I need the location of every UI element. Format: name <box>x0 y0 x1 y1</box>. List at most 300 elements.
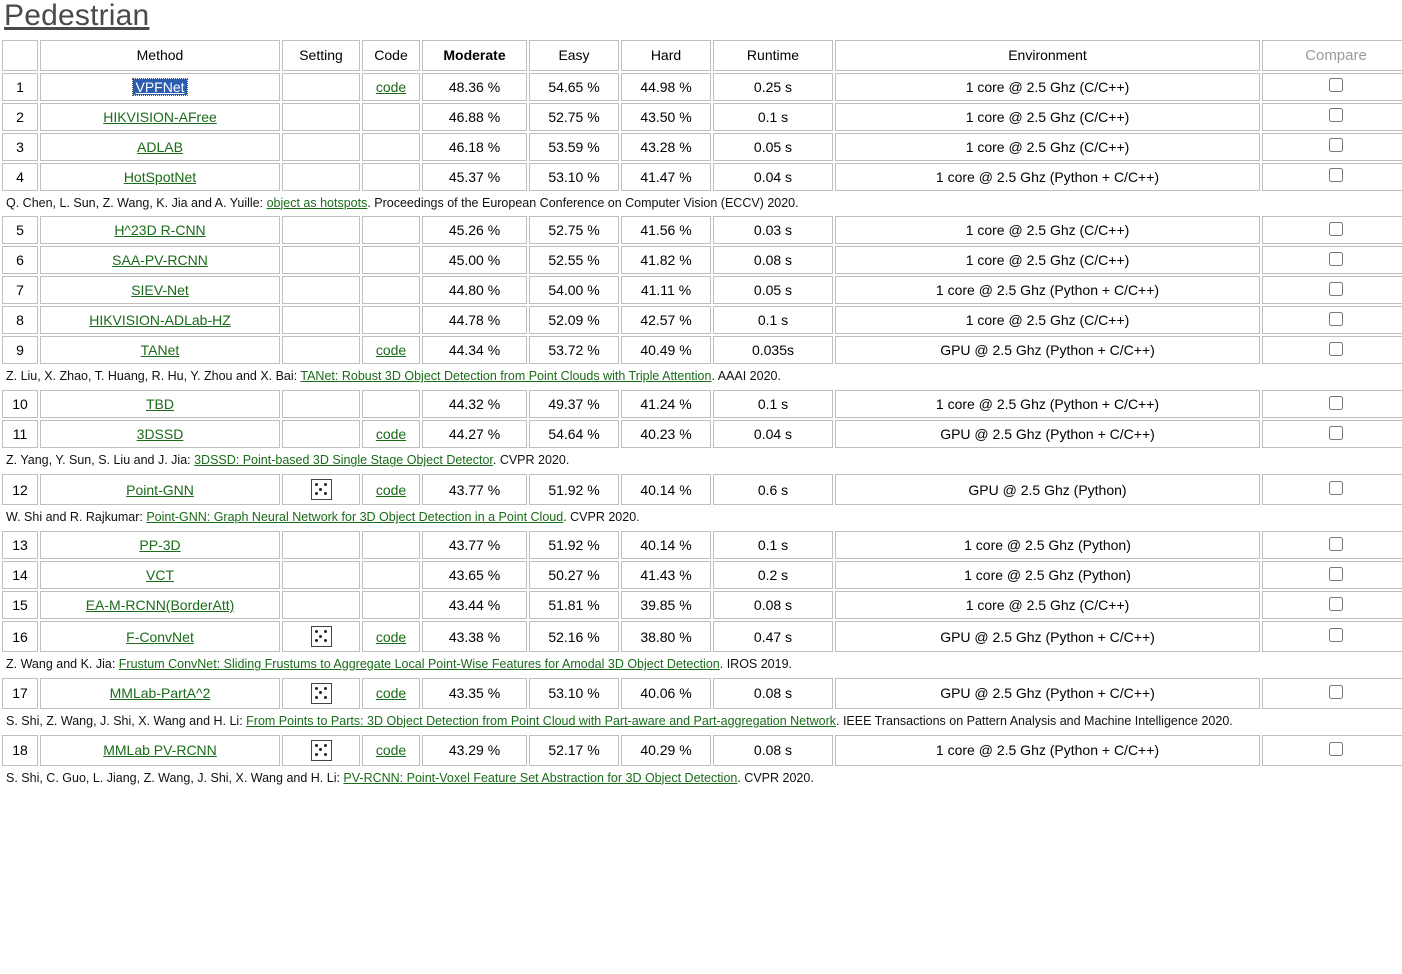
runtime-cell: 0.6 s <box>713 474 833 505</box>
runtime-cell: 0.035s <box>713 336 833 364</box>
easy-cell: 52.16 % <box>529 621 619 652</box>
easy-cell: 54.00 % <box>529 276 619 304</box>
compare-checkbox[interactable] <box>1329 481 1343 495</box>
reference-authors: S. Shi, C. Guo, L. Jiang, Z. Wang, J. Shi, X. Wang and H. Li: <box>6 770 344 785</box>
compare-checkbox[interactable] <box>1329 252 1343 266</box>
method-cell <box>40 531 280 559</box>
easy-cell: 51.92 % <box>529 474 619 505</box>
method-cell <box>40 133 280 161</box>
code-cell <box>362 678 420 709</box>
setting-cell <box>282 103 360 131</box>
environment-cell: GPU @ 2.5 Ghz (Python + C/C++) <box>835 420 1260 448</box>
header-easy-link[interactable]: Easy <box>558 47 590 63</box>
method-link[interactable]: TANet <box>140 342 180 359</box>
table-row <box>2 390 1402 418</box>
easy-cell: 51.92 % <box>529 531 619 559</box>
reference-row <box>2 711 1402 733</box>
easy-cell: 52.09 % <box>529 306 619 334</box>
table-row <box>2 474 1402 505</box>
rank-cell: 18 <box>2 735 38 766</box>
runtime-cell: 0.08 s <box>713 735 833 766</box>
hard-cell: 44.98 % <box>621 73 711 101</box>
environment-cell: 1 core @ 2.5 Ghz (C/C++) <box>835 591 1260 619</box>
rank-cell: 8 <box>2 306 38 334</box>
code-cell <box>362 336 420 364</box>
setting-cell <box>282 561 360 589</box>
reference-row <box>2 450 1402 472</box>
reference-authors: Q. Chen, L. Sun, Z. Wang, K. Jia and A. Yuille: <box>6 195 267 210</box>
method-link[interactable]: HotSpotNet <box>123 168 197 185</box>
setting-cell <box>282 390 360 418</box>
reference-link[interactable]: Frustum ConvNet: Sliding Frustums to Aggregate Local Point-Wise Features for Amodal 3D Object Detection <box>118 657 720 671</box>
reference-link[interactable]: object as hotspots <box>266 195 368 210</box>
reference-link[interactable]: PV-RCNN: Point-Voxel Feature Set Abstraction for 3D Object Detection <box>343 770 738 785</box>
hard-cell: 40.23 % <box>621 420 711 448</box>
table-row <box>2 678 1402 709</box>
moderate-cell: 43.35 % <box>422 678 527 709</box>
reference-venue: . IEEE Transactions on Pattern Analysis and Machine Intelligence 2020. <box>836 713 1233 728</box>
compare-cell <box>1262 246 1402 274</box>
rank-cell: 15 <box>2 591 38 619</box>
moderate-cell: 43.77 % <box>422 474 527 505</box>
method-link[interactable]: MMLab-PartA^2 <box>109 685 211 702</box>
hard-cell: 40.06 % <box>621 678 711 709</box>
hard-cell: 40.29 % <box>621 735 711 766</box>
hard-cell: 40.14 % <box>621 474 711 505</box>
hard-cell: 41.56 % <box>621 216 711 244</box>
method-link[interactable]: HIKVISION-ADLab-HZ <box>89 312 231 329</box>
runtime-cell: 0.1 s <box>713 531 833 559</box>
code-cell <box>362 276 420 304</box>
method-link[interactable]: H^23D R-CNN <box>114 222 206 239</box>
header-environment-link[interactable]: Environment <box>1008 47 1087 63</box>
method-cell <box>40 621 280 652</box>
method-link[interactable]: EA-M-RCNN(BorderAtt) <box>85 597 235 613</box>
method-cell <box>40 561 280 589</box>
method-cell <box>40 474 280 505</box>
runtime-cell: 0.08 s <box>713 678 833 709</box>
table-row <box>2 73 1402 101</box>
code-link[interactable]: code <box>375 426 407 443</box>
reference-row <box>2 366 1402 388</box>
setting-cell <box>282 531 360 559</box>
setting-dice-icon <box>311 626 332 647</box>
compare-cell <box>1262 678 1402 709</box>
moderate-cell: 43.44 % <box>422 591 527 619</box>
table-row <box>2 735 1402 766</box>
moderate-cell: 43.29 % <box>422 735 527 766</box>
hard-cell: 39.85 % <box>621 591 711 619</box>
compare-cell <box>1262 216 1402 244</box>
compare-cell <box>1262 306 1402 334</box>
compare-cell <box>1262 73 1402 101</box>
moderate-cell: 44.32 % <box>422 390 527 418</box>
compare-cell <box>1262 474 1402 505</box>
table-row <box>2 621 1402 652</box>
compare-cell <box>1262 591 1402 619</box>
runtime-cell: 0.03 s <box>713 216 833 244</box>
compare-checkbox[interactable] <box>1329 282 1343 296</box>
header-setting <box>282 40 360 71</box>
method-cell <box>40 336 280 364</box>
compare-cell <box>1262 531 1402 559</box>
setting-cell <box>282 246 360 274</box>
reference-text <box>2 711 1402 733</box>
compare-cell <box>1262 133 1402 161</box>
table-row <box>2 163 1402 191</box>
table-row <box>2 103 1402 131</box>
easy-cell: 53.10 % <box>529 163 619 191</box>
method-cell <box>40 306 280 334</box>
moderate-cell: 45.00 % <box>422 246 527 274</box>
easy-cell: 54.65 % <box>529 73 619 101</box>
reference-venue: . AAAI 2020. <box>711 369 781 384</box>
setting-dice-icon <box>311 683 332 704</box>
method-link[interactable]: VCT <box>146 567 174 583</box>
compare-checkbox[interactable] <box>1329 342 1343 356</box>
moderate-cell: 46.88 % <box>422 103 527 131</box>
rank-cell: 7 <box>2 276 38 304</box>
environment-cell: GPU @ 2.5 Ghz (Python + C/C++) <box>835 336 1260 364</box>
reference-text <box>2 366 1402 388</box>
rank-cell: 10 <box>2 390 38 418</box>
hard-cell: 38.80 % <box>621 621 711 652</box>
hard-cell: 41.82 % <box>621 246 711 274</box>
moderate-cell: 48.36 % <box>422 73 527 101</box>
header-setting-link[interactable]: Setting <box>299 47 343 63</box>
rank-cell: 5 <box>2 216 38 244</box>
method-link[interactable]: SIEV-Net <box>131 282 189 299</box>
setting-dice-icon <box>311 740 332 761</box>
reference-row <box>2 507 1402 529</box>
rank-cell: 3 <box>2 133 38 161</box>
setting-cell <box>282 678 360 709</box>
reference-authors: Z. Yang, Y. Sun, S. Liu and J. Jia: <box>6 453 195 468</box>
hard-cell: 41.43 % <box>621 561 711 589</box>
moderate-cell: 44.78 % <box>422 306 527 334</box>
reference-link[interactable]: Point-GNN: Graph Neural Network for 3D Object Detection in a Point Cloud <box>146 510 564 525</box>
code-link[interactable]: code <box>375 481 407 498</box>
code-link[interactable]: code <box>375 742 407 759</box>
method-link[interactable]: PP-3D <box>139 537 181 553</box>
header-method-link[interactable]: Method <box>136 47 184 63</box>
hard-cell: 43.28 % <box>621 133 711 161</box>
code-link[interactable]: code <box>375 685 407 702</box>
reference-authors: Z. Wang and K. Jia: <box>6 657 119 671</box>
reference-row <box>2 768 1402 790</box>
reference-venue: . CVPR 2020. <box>737 770 814 785</box>
compare-checkbox[interactable] <box>1329 396 1343 410</box>
rank-cell: 1 <box>2 73 38 101</box>
code-cell <box>362 420 420 448</box>
method-cell <box>40 420 280 448</box>
moderate-cell: 43.77 % <box>422 531 527 559</box>
table-row <box>2 531 1402 559</box>
method-cell <box>40 390 280 418</box>
method-link[interactable]: VPFNet <box>135 78 185 95</box>
method-cell <box>40 163 280 191</box>
environment-cell: GPU @ 2.5 Ghz (Python) <box>835 474 1260 505</box>
header-code <box>362 40 420 71</box>
moderate-cell: 43.65 % <box>422 561 527 589</box>
runtime-cell: 0.1 s <box>713 103 833 131</box>
compare-checkbox[interactable] <box>1329 597 1343 611</box>
moderate-cell: 45.37 % <box>422 163 527 191</box>
setting-cell <box>282 621 360 652</box>
runtime-cell: 0.04 s <box>713 420 833 448</box>
method-cell <box>40 276 280 304</box>
reference-row <box>2 654 1402 676</box>
reference-venue: . Proceedings of the European Conference on Computer Vision (ECCV) 2020. <box>367 195 799 210</box>
header-row <box>2 40 1402 71</box>
method-link[interactable]: HIKVISION-AFree <box>103 108 217 125</box>
hard-cell: 42.57 % <box>621 306 711 334</box>
code-cell <box>362 390 420 418</box>
reference-venue: . CVPR 2020. <box>492 453 570 468</box>
code-cell <box>362 73 420 101</box>
moderate-cell: 45.26 % <box>422 216 527 244</box>
reference-link[interactable]: TANet: Robust 3D Object Detection from Point Clouds with Triple Attention <box>300 369 712 384</box>
runtime-cell: 0.2 s <box>713 561 833 589</box>
easy-cell: 51.81 % <box>529 591 619 619</box>
environment-cell: 1 core @ 2.5 Ghz (Python) <box>835 531 1260 559</box>
compare-checkbox[interactable] <box>1329 108 1343 122</box>
setting-cell <box>282 163 360 191</box>
setting-cell <box>282 276 360 304</box>
moderate-cell: 44.80 % <box>422 276 527 304</box>
reference-venue: . IROS 2019. <box>719 657 793 671</box>
reference-authors: W. Shi and R. Rajkumar: <box>6 510 147 525</box>
method-link[interactable]: MMLab PV-RCNN <box>103 742 217 759</box>
method-link[interactable]: ADLAB <box>137 138 183 155</box>
setting-dice-icon <box>311 479 332 500</box>
compare-checkbox[interactable] <box>1329 168 1343 182</box>
table-header <box>2 40 1402 71</box>
environment-cell: 1 core @ 2.5 Ghz (Python) <box>835 561 1260 589</box>
compare-checkbox[interactable] <box>1329 567 1343 581</box>
header-hard <box>621 40 711 71</box>
method-link[interactable]: Point-GNN <box>126 481 194 498</box>
environment-cell: 1 core @ 2.5 Ghz (Python + C/C++) <box>835 735 1260 766</box>
compare-cell <box>1262 735 1402 766</box>
header-method <box>40 40 280 71</box>
runtime-cell: 0.08 s <box>713 591 833 619</box>
header-hard-link[interactable]: Hard <box>650 47 682 63</box>
reference-venue: . CVPR 2020. <box>563 510 640 525</box>
setting-cell <box>282 591 360 619</box>
code-cell <box>362 216 420 244</box>
easy-cell: 50.27 % <box>529 561 619 589</box>
runtime-cell: 0.05 s <box>713 276 833 304</box>
method-cell <box>40 246 280 274</box>
reference-link[interactable]: 3DSSD: Point-based 3D Single Stage Object Detector <box>194 453 493 468</box>
moderate-cell: 44.34 % <box>422 336 527 364</box>
method-cell <box>40 591 280 619</box>
rank-cell: 11 <box>2 420 38 448</box>
hard-cell: 41.24 % <box>621 390 711 418</box>
reference-text <box>2 450 1402 472</box>
environment-cell: 1 core @ 2.5 Ghz (C/C++) <box>835 306 1260 334</box>
page-title: Pedestrian <box>4 0 150 32</box>
rank-cell: 16 <box>2 621 38 652</box>
compare-cell <box>1262 163 1402 191</box>
compare-checkbox[interactable] <box>1329 78 1343 92</box>
code-link[interactable]: code <box>375 342 407 359</box>
compare-checkbox[interactable] <box>1329 138 1343 152</box>
easy-cell: 53.59 % <box>529 133 619 161</box>
runtime-cell: 0.25 s <box>713 73 833 101</box>
easy-cell: 54.64 % <box>529 420 619 448</box>
moderate-cell: 46.18 % <box>422 133 527 161</box>
table-row <box>2 216 1402 244</box>
compare-checkbox[interactable] <box>1329 312 1343 326</box>
method-cell <box>40 103 280 131</box>
table-row <box>2 306 1402 334</box>
environment-cell: 1 core @ 2.5 Ghz (C/C++) <box>835 133 1260 161</box>
code-cell <box>362 735 420 766</box>
table-row <box>2 336 1402 364</box>
environment-cell: 1 core @ 2.5 Ghz (C/C++) <box>835 216 1260 244</box>
rank-cell: 2 <box>2 103 38 131</box>
compare-checkbox[interactable] <box>1329 222 1343 236</box>
moderate-cell: 43.38 % <box>422 621 527 652</box>
easy-cell: 52.17 % <box>529 735 619 766</box>
code-cell <box>362 163 420 191</box>
method-cell <box>40 678 280 709</box>
compare-cell <box>1262 336 1402 364</box>
code-link[interactable]: code <box>375 628 407 645</box>
hard-cell: 40.14 % <box>621 531 711 559</box>
method-link[interactable]: F-ConvNet <box>126 628 194 645</box>
rank-cell: 13 <box>2 531 38 559</box>
method-cell <box>40 735 280 766</box>
compare-checkbox[interactable] <box>1329 537 1343 551</box>
code-link[interactable]: code <box>375 78 407 95</box>
easy-cell: 52.75 % <box>529 216 619 244</box>
table-row <box>2 133 1402 161</box>
easy-cell: 49.37 % <box>529 390 619 418</box>
header-code-link[interactable]: Code <box>374 47 408 63</box>
environment-cell: 1 core @ 2.5 Ghz (Python + C/C++) <box>835 163 1260 191</box>
runtime-cell: 0.47 s <box>713 621 833 652</box>
environment-cell: 1 core @ 2.5 Ghz (C/C++) <box>835 246 1260 274</box>
runtime-cell: 0.1 s <box>713 306 833 334</box>
easy-cell: 52.75 % <box>529 103 619 131</box>
code-cell <box>362 621 420 652</box>
hard-cell: 41.47 % <box>621 163 711 191</box>
code-cell <box>362 246 420 274</box>
method-cell <box>40 73 280 101</box>
header-easy <box>529 40 619 71</box>
code-cell <box>362 531 420 559</box>
environment-cell: 1 core @ 2.5 Ghz (C/C++) <box>835 73 1260 101</box>
code-cell <box>362 103 420 131</box>
rank-cell: 17 <box>2 678 38 709</box>
table-body <box>2 73 1402 790</box>
environment-cell: GPU @ 2.5 Ghz (Python + C/C++) <box>835 621 1260 652</box>
rank-cell: 14 <box>2 561 38 589</box>
header-moderate <box>422 40 527 71</box>
reference-text <box>2 507 1402 529</box>
compare-cell <box>1262 621 1402 652</box>
code-cell <box>362 133 420 161</box>
table-row <box>2 591 1402 619</box>
method-cell <box>40 216 280 244</box>
easy-cell: 52.55 % <box>529 246 619 274</box>
rank-cell: 6 <box>2 246 38 274</box>
compare-cell <box>1262 276 1402 304</box>
compare-cell <box>1262 420 1402 448</box>
hard-cell: 43.50 % <box>621 103 711 131</box>
setting-cell <box>282 73 360 101</box>
easy-cell: 53.10 % <box>529 678 619 709</box>
reference-link[interactable]: From Points to Parts: 3D Object Detection from Point Cloud with Part-aware and Part-aggregation Network <box>246 713 836 728</box>
moderate-cell: 44.27 % <box>422 420 527 448</box>
rank-cell: 12 <box>2 474 38 505</box>
method-link[interactable]: 3DSSD <box>136 426 184 443</box>
compare-cell <box>1262 103 1402 131</box>
code-cell <box>362 591 420 619</box>
code-cell <box>362 306 420 334</box>
environment-cell: 1 core @ 2.5 Ghz (Python + C/C++) <box>835 276 1260 304</box>
reference-authors: Z. Liu, X. Zhao, T. Huang, R. Hu, Y. Zhou and X. Bai: <box>6 369 301 384</box>
header-rank <box>2 40 38 71</box>
rank-cell: 4 <box>2 163 38 191</box>
environment-cell: 1 core @ 2.5 Ghz (C/C++) <box>835 103 1260 131</box>
header-runtime <box>713 40 833 71</box>
setting-cell <box>282 133 360 161</box>
environment-cell: GPU @ 2.5 Ghz (Python + C/C++) <box>835 678 1260 709</box>
compare-button[interactable]: Compare <box>1295 45 1377 66</box>
setting-cell <box>282 420 360 448</box>
hard-cell: 40.49 % <box>621 336 711 364</box>
hard-cell: 41.11 % <box>621 276 711 304</box>
setting-cell <box>282 306 360 334</box>
reference-text <box>2 768 1402 790</box>
table-row <box>2 276 1402 304</box>
reference-text <box>2 654 1402 676</box>
runtime-cell: 0.1 s <box>713 390 833 418</box>
reference-text <box>2 193 1402 215</box>
compare-checkbox[interactable] <box>1329 426 1343 440</box>
setting-cell <box>282 336 360 364</box>
header-runtime-link[interactable]: Runtime <box>746 47 800 63</box>
runtime-cell: 0.04 s <box>713 163 833 191</box>
compare-checkbox[interactable] <box>1329 628 1343 642</box>
runtime-cell: 0.08 s <box>713 246 833 274</box>
header-environment <box>835 40 1260 71</box>
benchmark-table <box>0 38 1402 792</box>
table-row <box>2 420 1402 448</box>
environment-cell: 1 core @ 2.5 Ghz (Python + C/C++) <box>835 390 1260 418</box>
table-row <box>2 246 1402 274</box>
runtime-cell: 0.05 s <box>713 133 833 161</box>
method-link[interactable]: TBD <box>146 396 174 413</box>
compare-checkbox[interactable] <box>1329 685 1343 699</box>
compare-cell <box>1262 390 1402 418</box>
setting-cell <box>282 474 360 505</box>
method-link[interactable]: SAA-PV-RCNN <box>112 252 208 269</box>
reference-authors: S. Shi, Z. Wang, J. Shi, X. Wang and H. Li: <box>6 713 247 728</box>
code-cell <box>362 561 420 589</box>
setting-cell <box>282 216 360 244</box>
header-moderate-link[interactable]: Moderate <box>443 47 506 63</box>
compare-cell <box>1262 561 1402 589</box>
easy-cell: 53.72 % <box>529 336 619 364</box>
rank-cell: 9 <box>2 336 38 364</box>
reference-row <box>2 193 1402 215</box>
compare-checkbox[interactable] <box>1329 742 1343 756</box>
